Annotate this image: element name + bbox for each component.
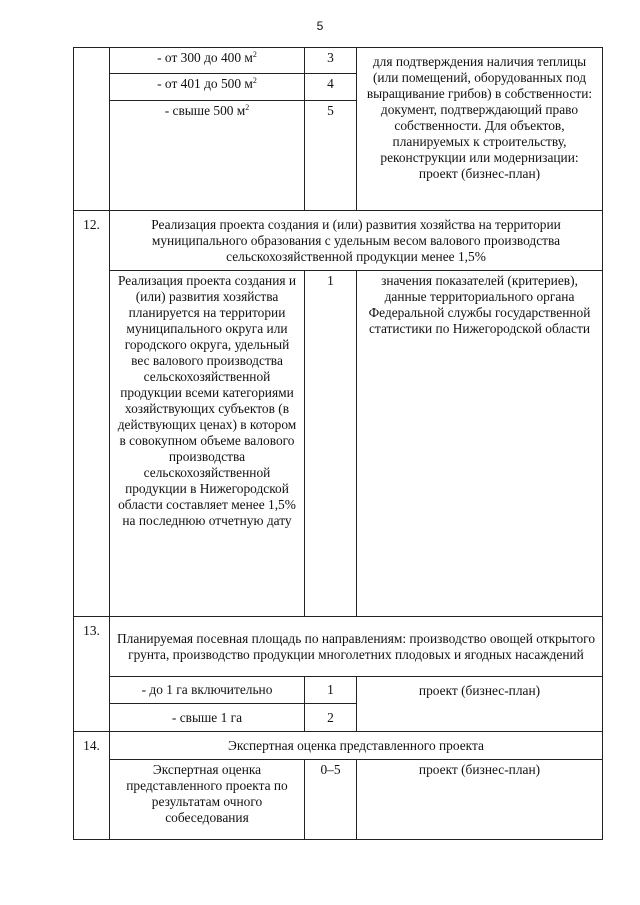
condition-cell: - от 401 до 500 $м^2$ <box>110 74 305 101</box>
table-row <box>74 271 603 617</box>
row-number: 12. <box>74 211 110 617</box>
document-cell: проект (бизнес-план) <box>357 677 603 732</box>
num-cell <box>74 48 110 211</box>
criteria-table <box>73 47 603 840</box>
criterion-title: Экспертная оценка представленного проекта <box>110 732 603 760</box>
condition-cell: - от 300 до 400 $м^2$ <box>110 48 305 74</box>
page-number: 5 <box>316 19 324 33</box>
score-cell: 1 <box>305 677 357 704</box>
table-row <box>74 211 603 271</box>
score-cell: 4 <box>305 74 357 101</box>
score-cell: 2 <box>305 704 357 732</box>
table-row <box>74 48 603 74</box>
score-cell: 0–5 <box>305 760 357 840</box>
table-row <box>74 760 603 840</box>
table-row <box>74 732 603 760</box>
table-row <box>74 677 603 704</box>
condition-cell: - свыше 500 $м^2$ <box>110 101 305 211</box>
score-cell: 5 <box>305 101 357 211</box>
document-cell: проект (бизнес-план) <box>357 760 603 840</box>
criterion-title: Планируемая посевная площадь по направлениям: производство овощей открытого грунта, производство продукции многолетних плодовых и ягодных насаждений <box>110 617 603 677</box>
score-cell: 1 <box>305 271 357 617</box>
condition-cell: - свыше 1 га <box>110 704 305 732</box>
row-number: 13. <box>74 617 110 732</box>
score-cell: 3 <box>305 48 357 74</box>
table-row <box>74 617 603 677</box>
document-cell: значения показателей (критериев), данные территориального органа Федеральной службы государственной статистики по Нижегородской области <box>357 271 603 617</box>
row-number: 14. <box>74 732 110 840</box>
document-cell: для подтверждения наличия теплицы (или помещений, оборудованных под выращивание грибов) в собственности: документ, подтверждающий право собственности. Для объектов, планируемых к строительству, реконструкции или модернизации: проект (бизнес-план) <box>357 48 603 211</box>
condition-cell: Реализация проекта создания и (или) развития хозяйства планируется на территории муниципального округа или городского округа, удельный вес валового производства сельскохозяйственной продукции всеми категориями хозяйствующих субъектов (в действующих ценах) в котором в совокупном объеме валового производства сельскохозяйственной продукции в Нижегородской области составляет менее 1,5% на последнюю отчетную дату <box>110 271 305 617</box>
condition-cell: - до 1 га включительно <box>110 677 305 704</box>
criterion-title: Реализация проекта создания и (или) развития хозяйства на территории муниципального образования с удельным весом валового производства сельскохозяйственной продукции менее 1,5% <box>110 211 603 271</box>
condition-cell: Экспертная оценка представленного проекта по результатам очного собеседования <box>110 760 305 840</box>
